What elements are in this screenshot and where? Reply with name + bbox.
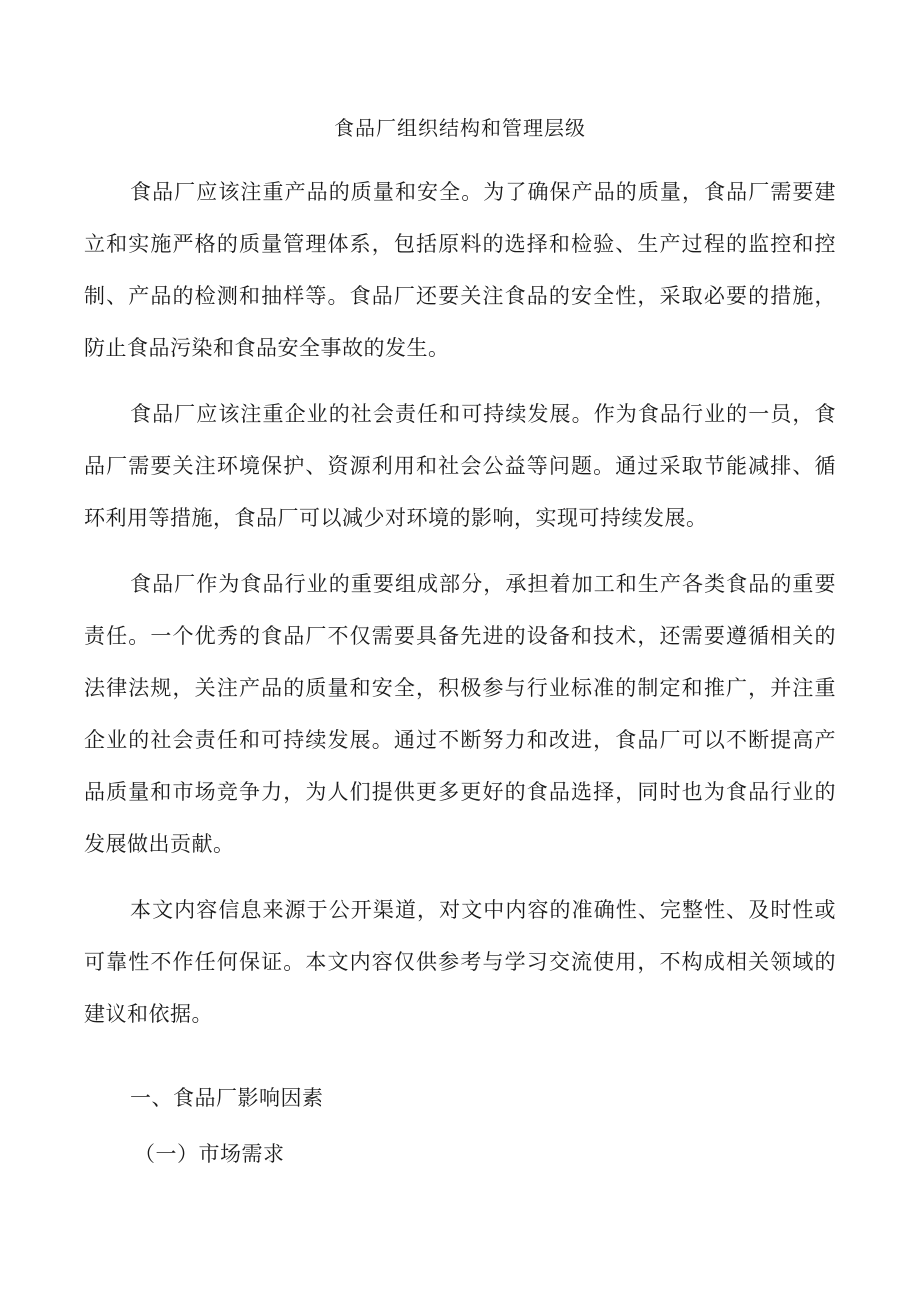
paragraph-disclaimer: 本文内容信息来源于公开渠道，对文中内容的准确性、完整性、及时性或可靠性不作任何保证。本文内容仅供参考与学习交流使用，不构成相关领域的建议和依据。 [84,898,836,1026]
paragraph-social-responsibility: 食品厂应该注重企业的社会责任和可持续发展。作为食品行业的一员，食品厂需要关注环境保护、资源利用和社会公益等问题。通过采取节能减排、循环利用等措施，食品厂可以减少对环境的影响，实现可持续发展。 [84,402,836,530]
section-heading: 一、食品厂影响因素 [130,1086,324,1110]
paragraph-industry-role: 食品厂作为食品行业的重要组成部分，承担着加工和生产各类食品的重要责任。一个优秀的食品厂不仅需要具备先进的设备和技术，还需要遵循相关的法律法规，关注产品的质量和安全，积极参与行业标准的制定和推广，并注重企业的社会责任和可持续发展。通过不断努力和改进，食品厂可以不断提高产品质量和市场竞争力，为人们提供更多更好的食品选择，同时也为食品行业的发展做出贡献。 [84,572,836,856]
document-title: 食品厂组织结构和管理层级 [334,116,586,140]
subsection-heading: （一）市场需求 [134,1142,285,1166]
paragraph-quality-safety: 食品厂应该注重产品的质量和安全。为了确保产品的质量，食品厂需要建立和实施严格的质量管理体系，包括原料的选择和检验、生产过程的监控和控制、产品的检测和抽样等。食品厂还要关注食品的安全性，采取必要的措施，防止食品污染和食品安全事故的发生。 [84,180,836,360]
